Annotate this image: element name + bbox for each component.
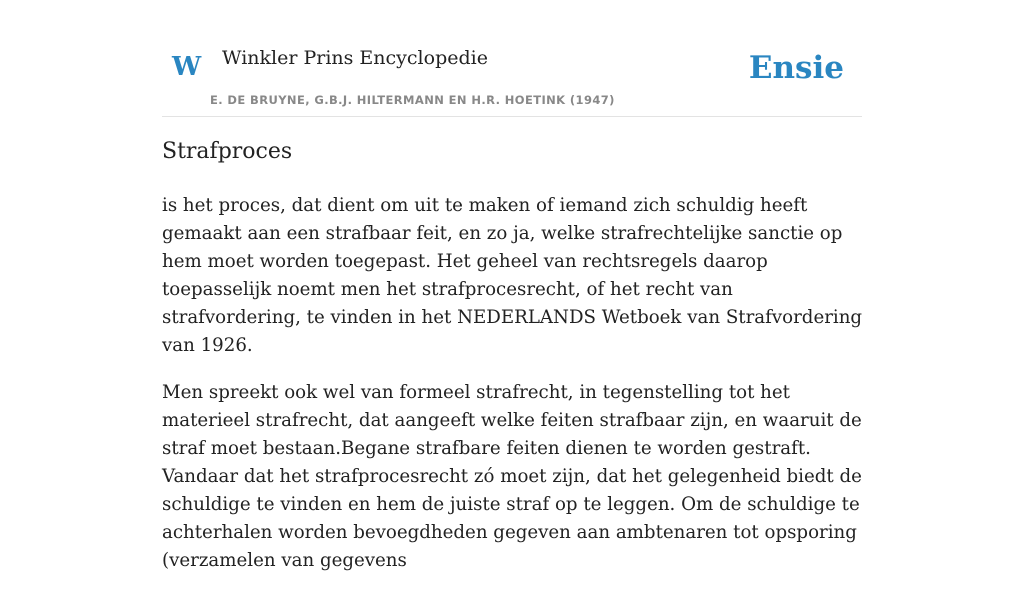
article-paragraph: Men spreekt ook wel van formeel strafrecht, in tegenstelling tot het materieel strafrecht, dat aangeeft welke feiten strafbaar zijn, en waaruit de straf moet bestaan.Begane strafbare feiten dienen te worden gestraft. Vandaar dat het strafprocesrecht zó moet zijn, dat het gelegenheid biedt de schuldige te vinden en hem de juiste straf op te leggen. Om de schuldige te achterhalen worden bevoegdheden gegeven aan ambtenaren tot opsporing (verzamelen van gegevens	[162, 382, 862, 571]
book-title[interactable]: Winkler Prins Encyclopedie	[222, 47, 488, 69]
book-authors: E. DE BRUYNE, G.B.J. HILTERMANN EN H.R. HOETINK (1947)	[210, 93, 615, 107]
article-title: Strafproces	[162, 139, 293, 164]
book-header	[162, 0, 862, 117]
article-body	[162, 192, 866, 594]
article-paragraph: is het proces, dat dient om uit te maken of iemand zich schuldig heeft gemaakt aan een strafbaar feit, en zo ja, welke strafrechtelijke sanctie op hem moet worden toegepast. Het geheel van rechtsregels daarop toepasselijk noemt men het strafprocesrecht, of het recht van strafvordering, te vinden in het NEDERLANDS Wetboek van Strafvordering van 1926.	[162, 195, 863, 356]
ensie-logo[interactable]: Ensie	[748, 50, 844, 86]
book-logo[interactable]: W	[172, 52, 202, 82]
